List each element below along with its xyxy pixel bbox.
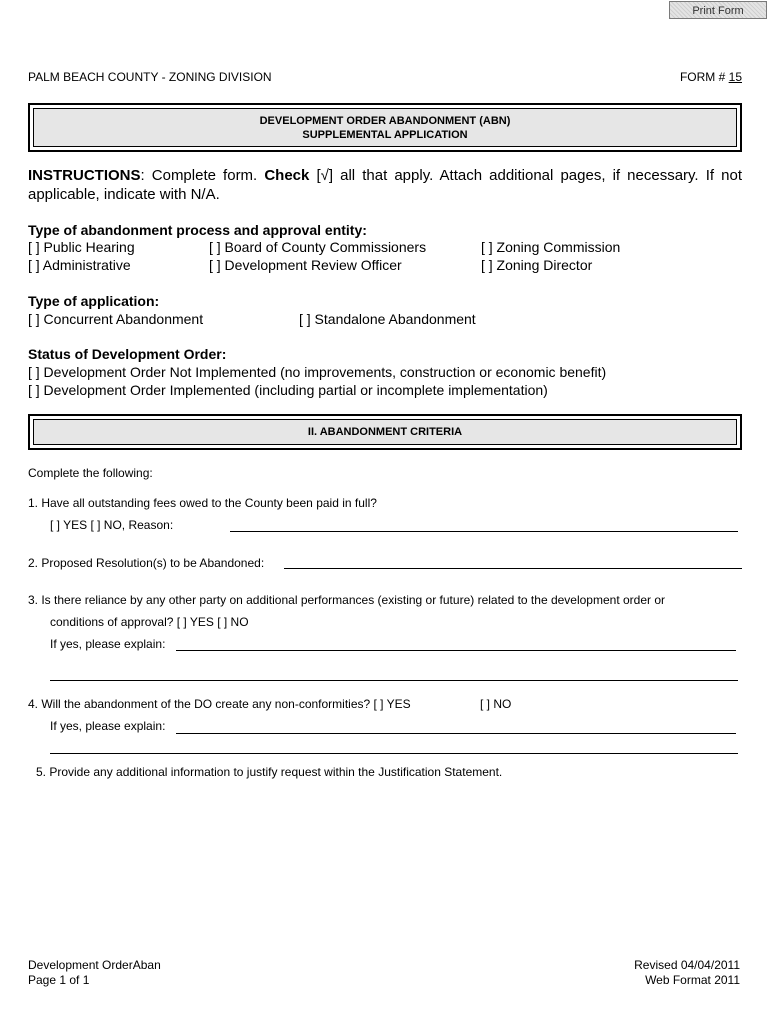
question-3-explain-line-1[interactable] bbox=[176, 650, 736, 651]
criteria-title: II. ABANDONMENT CRITERIA bbox=[307, 426, 463, 438]
type-abandonment-title: Type of abandonment process and approval entity: bbox=[28, 222, 367, 238]
question-4-no-option[interactable]: [ ] NO bbox=[480, 697, 512, 711]
question-4[interactable]: 4. Will the abandonment of the DO create any non-conformities? [ ] YES bbox=[28, 697, 411, 711]
option-do-not-implemented[interactable]: [ ] Development Order Not Implemented (no improvements, construction or economic benefit) bbox=[28, 364, 607, 380]
question-2: 2. Proposed Resolution(s) to be Abandoned: bbox=[28, 556, 265, 570]
instructions-check: Check bbox=[264, 167, 310, 184]
question-5: 5. Provide any additional information to justify request within the Justification Statement. bbox=[36, 765, 503, 779]
footer-web-format: Web Format 2011 bbox=[645, 973, 740, 987]
footer-left bbox=[28, 958, 161, 988]
question-3-explain-label: If yes, please explain: bbox=[50, 637, 166, 651]
title-line-1: DEVELOPMENT ORDER ABANDONMENT (ABN) bbox=[259, 114, 511, 127]
footer-doc-name: Development OrderAban bbox=[28, 958, 161, 972]
option-development-review-officer[interactable]: [ ] Development Review Officer bbox=[209, 257, 402, 273]
status-title: Status of Development Order: bbox=[28, 346, 227, 362]
question-3: 3. Is there reliance by any other party on additional performances (existing or future) related to the development order or bbox=[28, 593, 666, 607]
footer-right bbox=[634, 958, 740, 988]
criteria-box bbox=[28, 414, 742, 450]
option-administrative[interactable]: [ ] Administrative bbox=[28, 257, 131, 273]
question-1: 1. Have all outstanding fees owed to the County been paid in full? bbox=[28, 496, 377, 510]
question-4-explain-line-1[interactable] bbox=[176, 733, 736, 734]
criteria-intro: Complete the following: bbox=[28, 466, 153, 480]
option-zoning-commission[interactable]: [ ] Zoning Commission bbox=[481, 239, 621, 255]
instructions-text-2: [√] all that apply. Attach additional pages, if necessary. If not applicable, indicate with N/A. bbox=[28, 167, 742, 203]
option-concurrent-abandonment[interactable]: [ ] Concurrent Abandonment bbox=[28, 311, 204, 327]
form-number bbox=[680, 70, 742, 84]
org-name: PALM BEACH COUNTY - ZONING DIVISION bbox=[28, 70, 272, 84]
question-1-reason-line[interactable] bbox=[230, 531, 738, 532]
question-1-options[interactable]: [ ] YES [ ] NO, Reason: bbox=[50, 518, 174, 532]
instructions-text-1: : Complete form. bbox=[140, 167, 265, 184]
option-public-hearing[interactable]: [ ] Public Hearing bbox=[28, 239, 135, 255]
question-4-explain-line-2[interactable] bbox=[50, 753, 738, 754]
type-application-title: Type of application: bbox=[28, 293, 160, 309]
form-number-value: 15 bbox=[728, 70, 742, 84]
title-line-2: SUPPLEMENTAL APPLICATION bbox=[302, 128, 468, 141]
question-3-explain-line-2[interactable] bbox=[50, 680, 738, 681]
instructions-label: INSTRUCTIONS bbox=[28, 167, 141, 184]
instructions bbox=[28, 166, 742, 204]
option-standalone-abandonment[interactable]: [ ] Standalone Abandonment bbox=[299, 311, 476, 327]
question-4-explain-label: If yes, please explain: bbox=[50, 719, 166, 733]
question-2-answer-line[interactable] bbox=[284, 568, 742, 569]
footer-page-number: Page 1 of 1 bbox=[28, 973, 90, 987]
question-3-options[interactable]: conditions of approval? [ ] YES [ ] NO bbox=[50, 615, 249, 629]
footer-revised: Revised 04/04/2011 bbox=[634, 958, 740, 972]
option-zoning-director[interactable]: [ ] Zoning Director bbox=[481, 257, 593, 273]
title-box bbox=[28, 103, 742, 152]
option-do-implemented[interactable]: [ ] Development Order Implemented (including partial or incomplete implementation) bbox=[28, 382, 548, 398]
print-form-button[interactable]: Print Form bbox=[669, 1, 767, 19]
form-label: FORM # bbox=[679, 70, 726, 84]
option-board-of-county-commissioners[interactable]: [ ] Board of County Commissioners bbox=[209, 239, 427, 255]
